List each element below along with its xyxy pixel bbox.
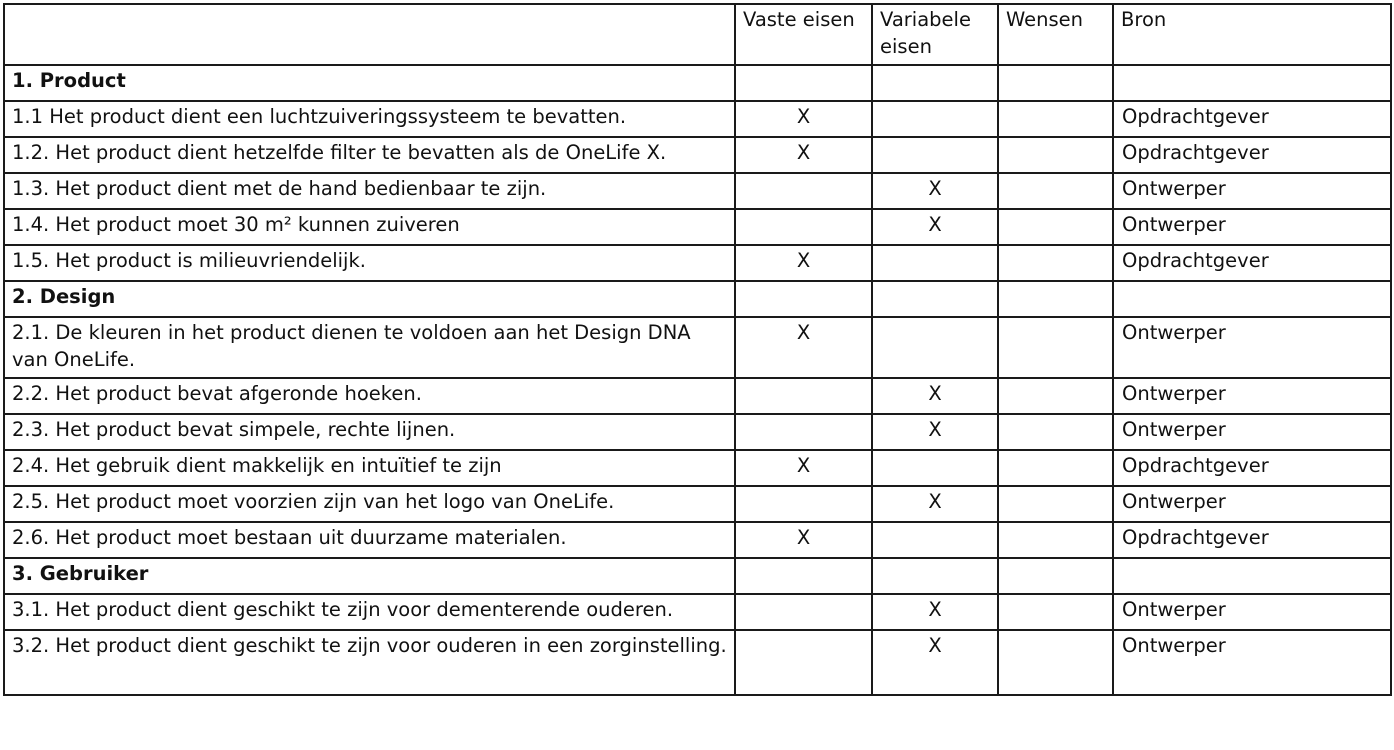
section-row <box>4 65 1391 101</box>
requirement-text: 3.1. Het product dient geschikt te zijn voor dementerende ouderen. <box>4 594 735 630</box>
wensen-cell <box>998 594 1113 630</box>
requirement-text: 3.2. Het product dient geschikt te zijn voor ouderen in een zorginstelling. <box>4 630 735 695</box>
bron-cell: Opdrachtgever <box>1113 101 1391 137</box>
wensen-cell <box>998 245 1113 281</box>
table-row <box>4 486 1391 522</box>
header-row <box>4 4 1391 65</box>
vaste-cell <box>735 378 872 414</box>
variabele-cell <box>872 137 998 173</box>
vaste-cell: X <box>735 245 872 281</box>
bron-cell: Ontwerper <box>1113 414 1391 450</box>
table-row <box>4 630 1391 695</box>
wensen-cell <box>998 209 1113 245</box>
header-vaste-eisen: Vaste eisen <box>735 4 872 65</box>
bron-cell: Opdrachtgever <box>1113 522 1391 558</box>
header-bron: Bron <box>1113 4 1391 65</box>
requirement-text: 2.5. Het product moet voorzien zijn van het logo van OneLife. <box>4 486 735 522</box>
requirement-text: 1.2. Het product dient hetzelfde filter te bevatten als de OneLife X. <box>4 137 735 173</box>
table-row <box>4 245 1391 281</box>
requirement-text: 2.1. De kleuren in het product dienen te voldoen aan het Design DNA van OneLife. <box>4 317 735 378</box>
wensen-cell <box>998 317 1113 378</box>
vaste-cell: X <box>735 137 872 173</box>
vaste-cell <box>735 594 872 630</box>
vaste-cell <box>735 209 872 245</box>
bron-cell: Ontwerper <box>1113 594 1391 630</box>
bron-cell <box>1113 558 1391 594</box>
wensen-cell <box>998 522 1113 558</box>
header-description <box>4 4 735 65</box>
requirement-text: 2.4. Het gebruik dient makkelijk en intuïtief te zijn <box>4 450 735 486</box>
wensen-cell <box>998 281 1113 317</box>
wensen-cell <box>998 486 1113 522</box>
vaste-cell <box>735 281 872 317</box>
table-row <box>4 209 1391 245</box>
variabele-cell: X <box>872 173 998 209</box>
section-title: 1. Product <box>4 65 735 101</box>
requirement-text: 1.3. Het product dient met de hand bedienbaar te zijn. <box>4 173 735 209</box>
vaste-cell <box>735 414 872 450</box>
table-row <box>4 137 1391 173</box>
variabele-cell <box>872 317 998 378</box>
variabele-cell: X <box>872 378 998 414</box>
bron-cell <box>1113 65 1391 101</box>
variabele-cell: X <box>872 209 998 245</box>
requirement-text: 1.5. Het product is milieuvriendelijk. <box>4 245 735 281</box>
section-row <box>4 558 1391 594</box>
requirement-text: 1.1 Het product dient een luchtzuiveringssysteem te bevatten. <box>4 101 735 137</box>
table-row <box>4 378 1391 414</box>
vaste-cell <box>735 558 872 594</box>
requirement-text: 2.6. Het product moet bestaan uit duurzame materialen. <box>4 522 735 558</box>
vaste-cell: X <box>735 522 872 558</box>
bron-cell: Ontwerper <box>1113 317 1391 378</box>
vaste-cell <box>735 65 872 101</box>
wensen-cell <box>998 558 1113 594</box>
vaste-cell <box>735 173 872 209</box>
bron-cell: Opdrachtgever <box>1113 137 1391 173</box>
requirement-text: 2.2. Het product bevat afgeronde hoeken. <box>4 378 735 414</box>
wensen-cell <box>998 414 1113 450</box>
vaste-cell: X <box>735 317 872 378</box>
wensen-cell <box>998 450 1113 486</box>
bron-cell <box>1113 281 1391 317</box>
vaste-cell <box>735 630 872 695</box>
wensen-cell <box>998 101 1113 137</box>
wensen-cell <box>998 378 1113 414</box>
vaste-cell: X <box>735 450 872 486</box>
bron-cell: Opdrachtgever <box>1113 450 1391 486</box>
table-row <box>4 173 1391 209</box>
vaste-cell: X <box>735 101 872 137</box>
table-row <box>4 522 1391 558</box>
variabele-cell <box>872 558 998 594</box>
section-title: 2. Design <box>4 281 735 317</box>
table-row <box>4 450 1391 486</box>
variabele-cell <box>872 281 998 317</box>
wensen-cell <box>998 630 1113 695</box>
bron-cell: Opdrachtgever <box>1113 245 1391 281</box>
table-row <box>4 317 1391 378</box>
vaste-cell <box>735 486 872 522</box>
variabele-cell: X <box>872 414 998 450</box>
wensen-cell <box>998 137 1113 173</box>
table-row <box>4 101 1391 137</box>
variabele-cell: X <box>872 630 998 695</box>
variabele-cell: X <box>872 486 998 522</box>
bron-cell: Ontwerper <box>1113 378 1391 414</box>
bron-cell: Ontwerper <box>1113 209 1391 245</box>
table-row <box>4 594 1391 630</box>
variabele-cell <box>872 522 998 558</box>
header-wensen: Wensen <box>998 4 1113 65</box>
header-variabele-eisen: Variabele eisen <box>872 4 998 65</box>
bron-cell: Ontwerper <box>1113 173 1391 209</box>
bron-cell: Ontwerper <box>1113 630 1391 695</box>
wensen-cell <box>998 65 1113 101</box>
table-row <box>4 414 1391 450</box>
variabele-cell <box>872 101 998 137</box>
section-row <box>4 281 1391 317</box>
variabele-cell <box>872 450 998 486</box>
section-title: 3. Gebruiker <box>4 558 735 594</box>
variabele-cell <box>872 65 998 101</box>
variabele-cell <box>872 245 998 281</box>
wensen-cell <box>998 173 1113 209</box>
requirement-text: 1.4. Het product moet 30 m² kunnen zuiveren <box>4 209 735 245</box>
requirement-text: 2.3. Het product bevat simpele, rechte lijnen. <box>4 414 735 450</box>
variabele-cell: X <box>872 594 998 630</box>
bron-cell: Ontwerper <box>1113 486 1391 522</box>
requirements-table <box>3 3 1392 696</box>
